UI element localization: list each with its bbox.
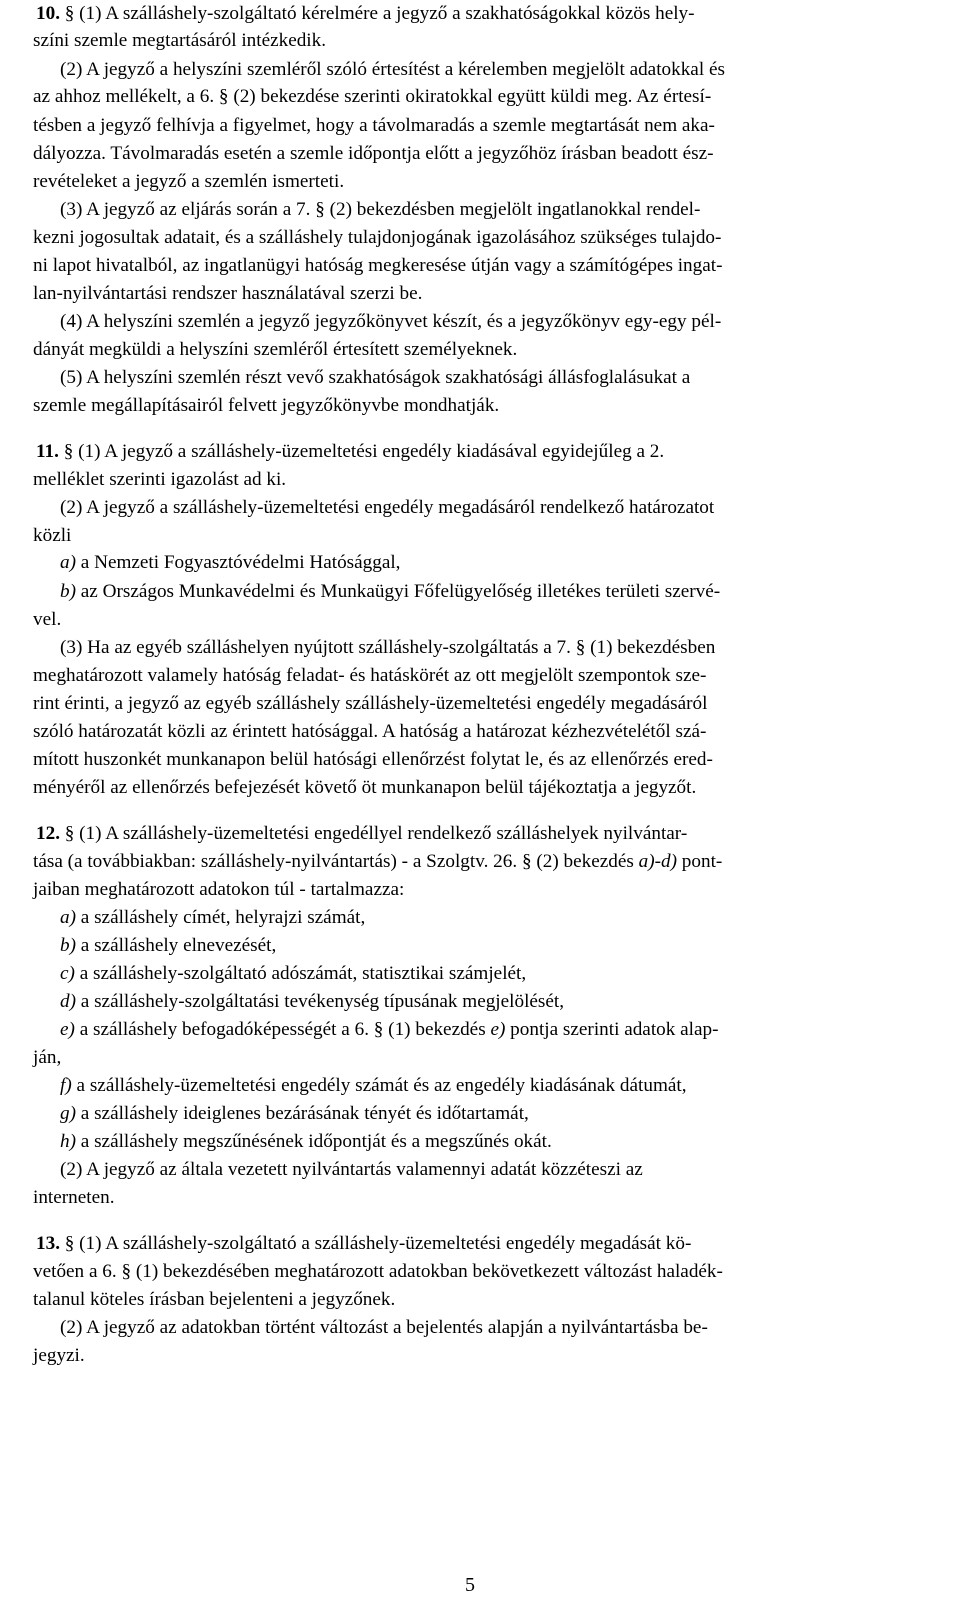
line-text: interneten. <box>33 1187 115 1208</box>
line-text: meghatározott valamely hatóság feladat- és hatáskörét az ott megjelölt szempontok sze- <box>33 665 707 686</box>
line-text: a Nemzeti Fogyasztóvédelmi Hatósággal, <box>75 552 401 573</box>
line-text: § (1) A jegyző a szálláshely-üzemeltetési engedély kiadásával egyidejűleg a 2. <box>58 441 665 462</box>
line-text: revételeket a jegyző a szemlén ismerteti. <box>33 171 345 192</box>
text-line <box>60 960 526 987</box>
text-line <box>33 224 721 251</box>
line-text: lan-nyilvántartási rendszer használatával szerzi be. <box>33 283 423 304</box>
line-text: ján, <box>33 1047 62 1068</box>
list-marker: g) <box>60 1103 76 1124</box>
line-text: a szálláshely címét, helyrajzi számát, <box>75 907 366 928</box>
line-text: vetően a 6. § (1) bekezdésében meghatározott adatokban bekövetkezett változást haladék- <box>33 1261 723 1282</box>
list-marker: c) <box>60 963 75 984</box>
line-text: az ahhoz mellékelt, a 6. § (2) bekezdése szerinti okiratokkal együtt küldi meg. Az értesí- <box>33 86 712 107</box>
list-marker: f) <box>60 1075 72 1096</box>
line-text: a szálláshely ideiglenes bezárásának tényét és időtartamát, <box>75 1103 529 1124</box>
text-line <box>36 820 687 847</box>
line-text: a szálláshely-üzemeltetési engedély számát és az engedély kiadásának dátumát, <box>71 1075 687 1096</box>
line-text: ni lapot hivatalból, az ingatlanügyi hatóság megkeresése útján vagy a számítógépes ingat- <box>33 255 723 276</box>
line-text: rint érinti, a jegyző az egyéb szálláshely szálláshely-üzemeltetési engedély megadásáról <box>33 693 708 714</box>
line-text: (2) A jegyző a szálláshely-üzemeltetési engedély megadásáról rendelkező határozatot <box>60 497 715 518</box>
text-line <box>60 196 700 223</box>
text-line <box>33 140 714 167</box>
list-marker: e) <box>60 1019 75 1040</box>
line-text: tása (a továbbiakban: szálláshely-nyilvántartás) - a Szolgtv. 26. § (2) bekezdés <box>33 851 639 872</box>
text-line <box>60 1100 529 1127</box>
list-marker: b) <box>60 581 76 602</box>
list-marker: h) <box>60 1131 76 1152</box>
line-text: dányát megküldi a helyszíni szemléről értesített személyeknek. <box>33 339 518 360</box>
line-text: ményéről az ellenőrzés befejezését követő öt munkanapon belül tájékoztatja a jegyzőt. <box>33 777 697 798</box>
text-line <box>60 364 690 391</box>
text-line <box>33 718 706 745</box>
section-number: 13. <box>36 1233 60 1254</box>
line-text: (2) A jegyző a helyszíni szemléről szóló értesítést a kérelemben megjelölt adatokkal és <box>60 59 725 80</box>
page-number: 5 <box>465 1574 475 1596</box>
line-text: (3) A jegyző az eljárás során a 7. § (2) bekezdésben megjelölt ingatlanokkal rendel- <box>60 199 701 220</box>
text-line <box>33 1044 61 1071</box>
line-text: (3) Ha az egyéb szálláshelyen nyújtott szálláshely-szolgáltatás a 7. § (1) bekezdésben <box>60 637 716 658</box>
line-text: § (1) A szálláshely-szolgáltató kérelmére a jegyző a szakhatóságokkal közös hely- <box>59 3 695 24</box>
line-text-after: pontja szerinti adatok alap- <box>505 1019 719 1040</box>
text-line <box>33 280 422 307</box>
text-line <box>33 746 713 773</box>
text-line <box>33 522 71 549</box>
text-line <box>33 1286 395 1313</box>
text-line <box>33 27 326 54</box>
text-line <box>33 1342 85 1369</box>
line-text: jegyzi. <box>33 1345 85 1366</box>
line-text: az Országos Munkavédelmi és Munkaügyi Főfelügyelőség illetékes területi szervé- <box>75 581 721 602</box>
line-text: (2) A jegyző az általa vezetett nyilvántartás valamennyi adatát közzéteszi az <box>60 1159 643 1180</box>
line-text: vel. <box>33 609 62 630</box>
text-line <box>60 1016 719 1043</box>
text-line <box>33 252 722 279</box>
line-text: színi szemle megtartásáról intézkedik. <box>33 30 327 51</box>
line-text-after: pont- <box>676 851 723 872</box>
line-text: talanul köteles írásban bejelenteni a jegyzőnek. <box>33 1289 396 1310</box>
line-text: a szálláshely elnevezését, <box>75 935 277 956</box>
text-line <box>36 438 664 465</box>
line-text: mított huszonkét munkanapon belül hatósági ellenőrzést folytat le, és az ellenőrzés ered- <box>33 749 713 770</box>
list-marker: b) <box>60 935 76 956</box>
text-line <box>33 168 344 195</box>
text-line <box>60 494 714 521</box>
text-line <box>60 1072 687 1099</box>
line-text: (2) A jegyző az adatokban történt változást a bejelentés alapján a nyilvántartásba be- <box>60 1317 708 1338</box>
list-marker: a) <box>60 552 76 573</box>
text-line <box>33 466 286 493</box>
list-marker: d) <box>60 991 76 1012</box>
section-number: 12. <box>36 823 60 844</box>
text-line <box>33 690 707 717</box>
line-text: a szálláshely-szolgáltatási tevékenység típusának megjelölését, <box>75 991 565 1012</box>
text-line <box>60 1156 643 1183</box>
line-text: szemle megállapításairól felvett jegyzőkönyvbe mondhatják. <box>33 395 500 416</box>
text-line <box>33 336 517 363</box>
line-text: szóló határozatát közli az érintett hatósággal. A hatóság a határozat kézhezvételétől szá- <box>33 721 707 742</box>
text-line <box>33 392 499 419</box>
text-line <box>33 606 61 633</box>
text-line <box>60 308 721 335</box>
line-text: melléklet szerinti igazolást ad ki. <box>33 469 287 490</box>
line-text: közli <box>33 525 72 546</box>
line-text: a szálláshely-szolgáltató adószámát, statisztikai számjelét, <box>74 963 527 984</box>
text-line <box>36 1230 691 1257</box>
line-text: jaiban meghatározott adatokon túl - tartalmazza: <box>33 879 405 900</box>
line-text: § (1) A szálláshely-üzemeltetési engedéllyel rendelkező szálláshelyek nyilvántar- <box>59 823 688 844</box>
line-text: kezni jogosultak adatait, és a szálláshely tulajdonjogának igazolásához szükséges tulajdo- <box>33 227 722 248</box>
text-line <box>33 83 711 110</box>
text-line <box>33 848 722 875</box>
text-line <box>33 662 706 689</box>
line-text: § (1) A szálláshely-szolgáltató a szálláshely-üzemeltetési engedély megadását kö- <box>59 1233 692 1254</box>
text-line <box>33 876 404 903</box>
line-text: a szálláshely befogadóképességét a 6. § (1) bekezdés <box>74 1019 491 1040</box>
text-line <box>60 578 720 605</box>
text-line <box>60 549 400 576</box>
text-line <box>60 1128 552 1155</box>
text-line <box>60 988 564 1015</box>
line-text: a szálláshely megszűnésének időpontját és a megszűnés okát. <box>75 1131 552 1152</box>
italic-reference: e) <box>490 1019 506 1040</box>
text-line <box>60 1314 708 1341</box>
text-line <box>33 1184 115 1211</box>
text-line <box>33 112 715 139</box>
text-line <box>36 0 695 27</box>
text-line <box>33 1258 723 1285</box>
text-line <box>60 634 715 661</box>
text-line <box>60 904 365 931</box>
section-number: 11. <box>36 441 59 462</box>
text-line <box>60 56 725 83</box>
list-marker: a) <box>60 907 76 928</box>
line-text: (4) A helyszíni szemlén a jegyző jegyzőkönyvet készít, és a jegyzőkönyv egy-egy pél- <box>60 311 722 332</box>
line-text: dályozza. Távolmaradás esetén a szemle időpontja előtt a jegyzőhöz írásban beadott ész- <box>33 143 714 164</box>
line-text: tésben a jegyző felhívja a figyelmet, hogy a távolmaradás a szemle megtartását nem aka- <box>33 115 715 136</box>
line-text: (5) A helyszíni szemlén részt vevő szakhatóságok szakhatósági állásfoglalásukat a <box>60 367 691 388</box>
text-line <box>33 774 696 801</box>
italic-reference: a)-d) <box>638 851 677 872</box>
section-number: 10. <box>36 3 60 24</box>
text-line <box>60 932 276 959</box>
